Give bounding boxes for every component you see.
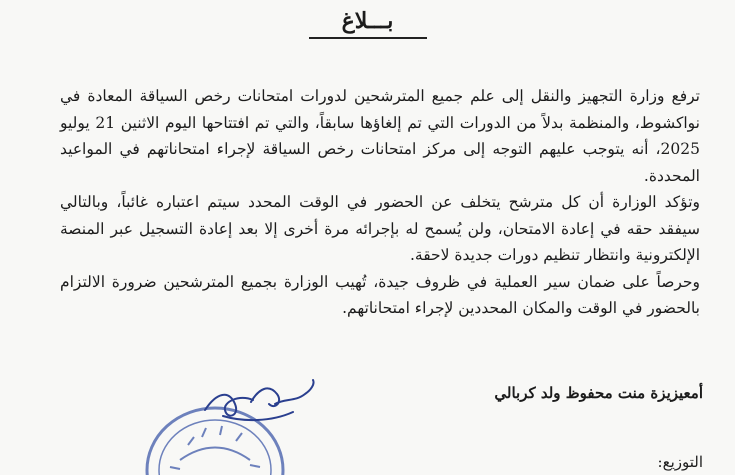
document-title (0, 6, 735, 39)
paragraph-1: ترفع وزارة التجهيز والنقل إلى علم جميع المترشحين لدورات امتحانات رخص السياقة المعادة في نواكشوط، والمنظمة بدلاً من الدورات التي تم إلغاؤها سابقاً، والتي تم افتتاحها اليوم الاثنين 21 يوليو 2025، أنه يتوجب عليهم التوجه إلى مركز امتحانات رخص السياقة لإجراء امتحاناتهم في المواعيد المحددة. (60, 87, 700, 185)
title-text: بـــلاغ (309, 6, 427, 39)
distribution-label: التوزيع: (657, 453, 703, 471)
signer-name: أمعيزيزة منت محفوظ ولد كربالي (494, 384, 703, 402)
paragraph-2: وتؤكد الوزارة أن كل مترشح يتخلف عن الحضور في الوقت المحدد سيتم اعتباره غائباً، وبالتالي سيفقد حقه في إعادة الامتحان، ولن يُسمح له بإجرائه مرة أخرى إلا بعد إعادة التسجيل عبر المنصة الإلكترونية وانتظار تنظيم دورات جديدة لاحقة. (60, 193, 700, 264)
signature (195, 372, 325, 432)
document-body (60, 83, 700, 322)
paragraph-3: وحرصاً على ضمان سير العملية في ظروف جيدة، تُهيب الوزارة بجميع المترشحين ضرورة الالتزام بالحضور في الوقت والمكان المحددين لإجراء امتحاناتهم. (60, 272, 700, 317)
